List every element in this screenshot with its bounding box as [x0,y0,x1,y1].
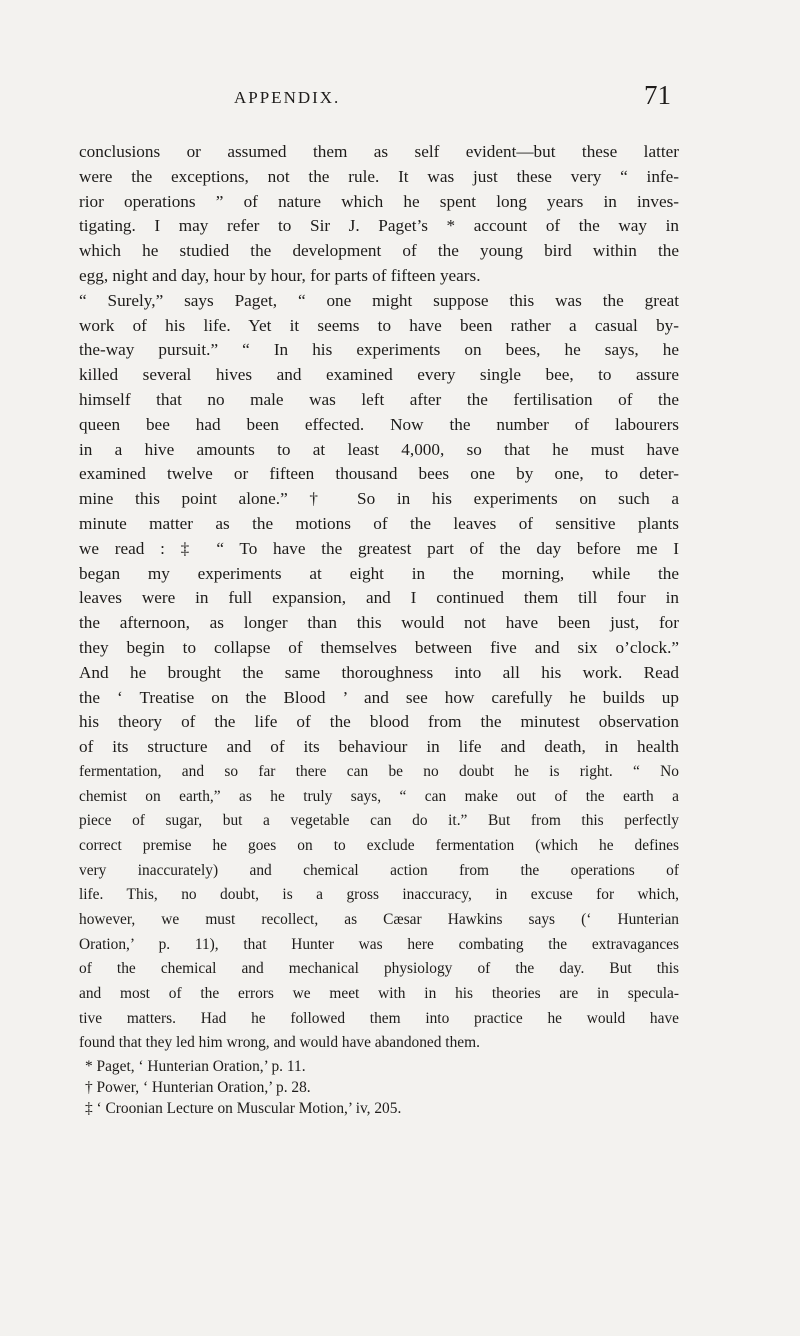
body-line: in a hive amounts to at least 4,000, so that he must have [79,439,679,459]
running-header [79,80,679,128]
body-line: we read : ‡ “ To have the greatest part of the day before me I [79,538,679,558]
body-line: the-way pursuit.” “ In his experiments on bees, he says, he [79,340,679,360]
body-line: queen bee had been effected. Now the number of labourers [79,414,679,434]
body-line: “ Surely,” says Paget, “ one might suppose this was the great [79,290,679,310]
body-line: the afternoon, as longer than this would not have been just, for [79,613,679,633]
body-line: leaves were in full expansion, and I continued them till four in [79,588,679,608]
small-text-line: chemist on earth,” as he truly says, “ can make out of the earth a [79,787,679,805]
body-line: the ‘ Treatise on the Blood ’ and see how carefully he builds up [79,687,679,707]
small-text-line: piece of sugar, but a vegetable can do it.” But from this perfectly [79,812,679,830]
body-text [79,140,679,1119]
small-text-line: and most of the errors we meet with in his theories are in specula- [79,985,679,1003]
body-line: examined twelve or fifteen thousand bees one by one, to deter- [79,464,679,484]
body-line: egg, night and day, hour by hour, for parts of fifteen years. [79,265,481,285]
small-text-line: of the chemical and mechanical physiology of the day. But this [79,960,679,978]
body-line: they begin to collapse of themselves between five and six o’clock.” [79,637,679,657]
running-title: APPENDIX. [234,88,341,107]
body-line: work of his life. Yet it seems to have been rather a casual by- [79,315,679,335]
small-text-line: Oration,’ p. 11), that Hunter was here combating the extravagances [79,935,679,953]
body-line: killed several hives and examined every single bee, to assure [79,365,679,385]
small-text-line: correct premise he goes on to exclude fermentation (which he defines [79,836,679,854]
footnote: * Paget, ‘ Hunterian Oration,’ p. 11. [85,1058,306,1076]
body-line: conclusions or assumed them as self evident—but these latter [79,142,679,161]
footnote: † Power, ‘ Hunterian Oration,’ p. 28. [85,1079,311,1097]
body-line: began my experiments at eight in the morning, while the [79,563,679,583]
small-text-line: very inaccurately) and chemical action from the operations of [79,861,679,879]
body-line: rior operations ” of nature which he spent long years in inves- [79,191,679,211]
body-line: mine this point alone.” † So in his experiments on such a [79,489,679,509]
small-text-line: however, we must recollect, as Cæsar Hawkins says (‘ Hunterian [79,911,679,929]
small-text-line: tive matters. Had he followed them into practice he would have [79,1009,679,1027]
body-line: were the exceptions, not the rule. It was just these very “ infe- [79,166,679,186]
body-line: his theory of the life of the blood from the minutest observation [79,712,679,732]
body-line: tigating. I may refer to Sir J. Paget’s * account of the way in [79,216,679,236]
page-number: 71 [644,80,671,110]
small-text-line: life. This, no doubt, is a gross inaccuracy, in excuse for which, [79,886,679,904]
footnote: ‡ ‘ Croonian Lecture on Muscular Motion,’ iv, 205. [85,1100,402,1118]
body-line: of its structure and of its behaviour in life and death, in health [79,737,679,757]
body-line: which he studied the development of the young bird within the [79,241,679,261]
body-line: himself that no male was left after the fertilisation of the [79,389,679,409]
body-line: minute matter as the motions of the leaves of sensitive plants [79,513,679,533]
body-line: And he brought the same thoroughness into all his work. Read [79,662,679,682]
small-text-line: found that they led him wrong, and would have abandoned them. [79,1034,480,1052]
small-text-line: fermentation, and so far there can be no doubt he is right. “ No [79,762,679,780]
